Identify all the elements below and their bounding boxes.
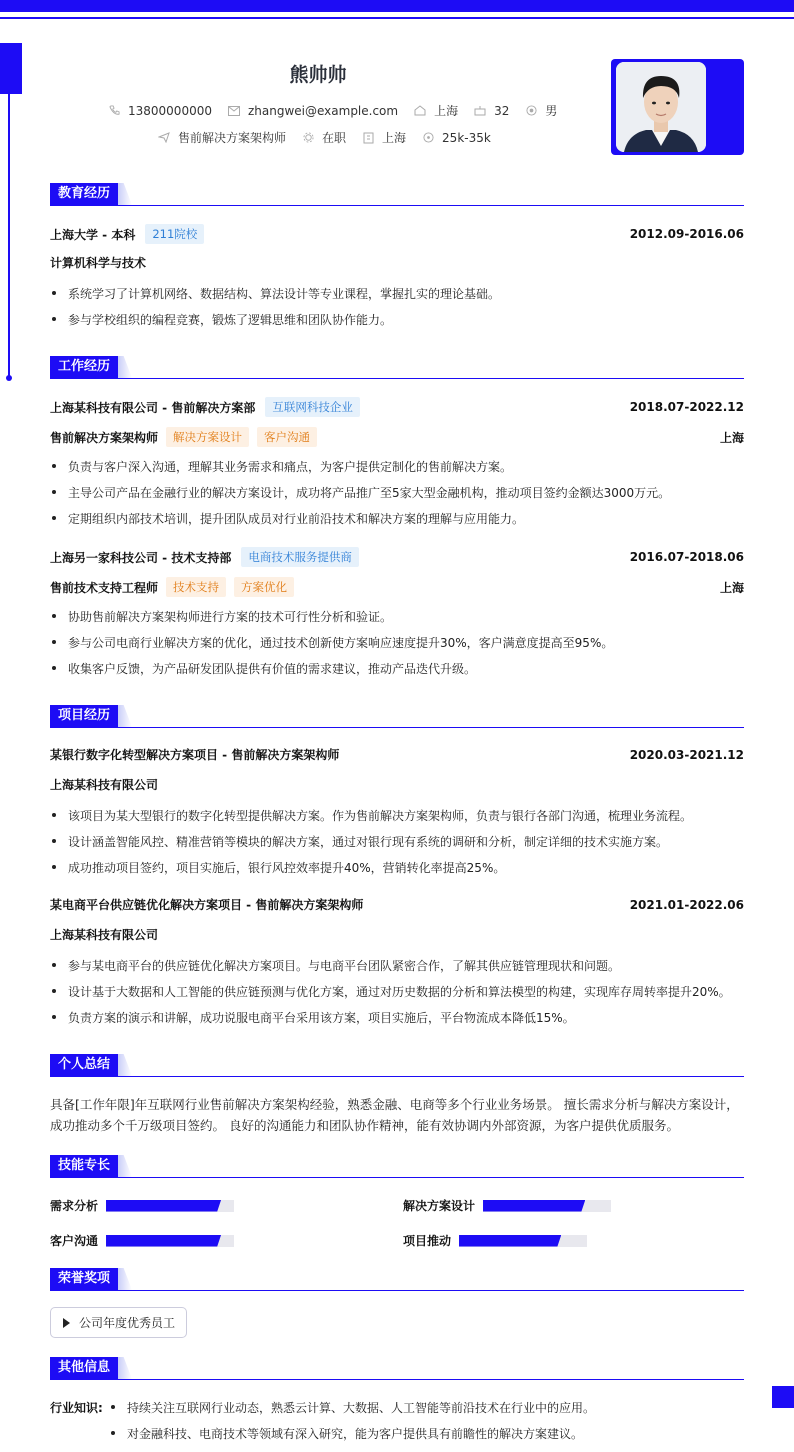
bullet-text: 设计基于大数据和人工智能的供应链预测与优化方案，通过对历史数据的分析和算法模型的构建，实现库存周转率提升20%。 — [68, 985, 731, 999]
work-role-row — [50, 427, 744, 447]
gender-text: 男 — [545, 104, 558, 118]
age-text: 32 — [494, 103, 510, 118]
project-date: 2020.03-2021.12 — [629, 747, 744, 762]
list-item — [109, 1399, 739, 1416]
project-header-row — [50, 746, 744, 763]
skill-bar-fill — [106, 1235, 221, 1247]
company-tag: 电商技术服务提供商 — [241, 547, 359, 567]
work-role-row — [50, 577, 744, 597]
work-header-row — [50, 397, 744, 417]
section-rule — [50, 205, 744, 206]
major: 计算机科学与技术 — [50, 256, 147, 270]
left-accent-line — [8, 94, 10, 378]
bullet-dot — [50, 957, 68, 974]
top-accent-line — [0, 17, 794, 19]
skill-tag: 解决方案设计 — [166, 427, 249, 447]
cake-icon — [474, 105, 486, 117]
project-company-row — [50, 776, 744, 793]
skill-item — [403, 1197, 611, 1214]
bullet-text: 负责与客户深入沟通，理解其业务需求和痛点，为客户提供定制化的售前解决方案。 — [68, 460, 513, 474]
list-item — [50, 458, 744, 475]
section-tail — [118, 1155, 132, 1177]
bullet-text: 负责方案的演示和讲解，成功说服电商平台采用该方案，项目实施后，平台物流成本降低15%。 — [68, 1011, 575, 1025]
summary-text: 具备[工作年限]年互联网行业售前解决方案架构经验，熟悉金融、电商等多个行业业务场景。 擅长需求分析与解决方案设计，成功推动多个千万级项目签约。 良好的沟通能力和团队协作精神，能有效协调内外部资源，为客户提供优质服务。 — [50, 1097, 739, 1133]
section-title-summary — [50, 1054, 132, 1076]
bullet-dot — [50, 458, 68, 475]
email-text: zhangwei@example.com — [247, 103, 399, 118]
bullet-text: 设计涵盖智能风控、精准营销等模块的解决方案，通过对银行现有系统的调研和分析，制定详细的技术实施方案。 — [68, 835, 669, 849]
bullet-text: 定期组织内部技术培训，提升团队成员对行业前沿技术和解决方案的理解与应用能力。 — [68, 512, 525, 526]
skill-item — [403, 1232, 587, 1249]
skill-tag: 技术支持 — [166, 577, 226, 597]
target-city-text: 上海 — [382, 131, 407, 145]
bullet-dot — [50, 484, 68, 501]
skill-bar — [459, 1235, 587, 1247]
section-title-education — [50, 183, 132, 205]
bullet-text: 持续关注互联网行业动态，熟悉云计算、大数据、人工智能等前沿技术在行业中的应用。 — [127, 1401, 596, 1415]
bullet-dot — [50, 510, 68, 527]
skill-tag: 方案优化 — [234, 577, 294, 597]
list-item — [50, 510, 744, 527]
education-date: 2012.09-2016.06 — [629, 227, 744, 241]
email-item — [228, 104, 398, 118]
section-tail — [118, 183, 132, 205]
bullet-dot — [109, 1399, 127, 1416]
gender-item — [525, 102, 557, 119]
list-item — [50, 608, 744, 625]
city-text: 上海 — [434, 104, 459, 118]
section-rule — [50, 1379, 744, 1380]
bullet-dot — [109, 1425, 127, 1442]
major-row — [50, 254, 744, 271]
section-rule — [50, 1177, 744, 1178]
section-rule — [50, 1076, 744, 1077]
list-item — [50, 833, 744, 850]
bullet-dot — [50, 285, 68, 302]
gender-icon — [525, 105, 537, 117]
school-name: 上海大学 - 本科 — [50, 227, 136, 242]
bullet-text: 参与公司电商行业解决方案的优化，通过技术创新使方案响应速度提升30%，客户满意度提高至95%。 — [68, 636, 614, 650]
left-accent-dot — [6, 375, 12, 381]
project-name: 某电商平台供应链优化解决方案项目 - 售前解决方案架构师 — [50, 898, 364, 912]
section-title-other — [50, 1357, 132, 1379]
play-triangle-icon — [63, 1318, 70, 1328]
skill-bar-fill — [106, 1200, 221, 1212]
salary-item — [422, 131, 491, 145]
target-role-item — [158, 129, 286, 146]
salary-text: 25k-35k — [442, 130, 491, 145]
skill-name: 客户沟通 — [50, 1234, 99, 1248]
bullet-dot — [50, 634, 68, 651]
phone-item — [108, 104, 212, 118]
section-title-projects — [50, 705, 132, 727]
job-intent-row — [158, 129, 507, 146]
company-name: 上海另一家科技公司 - 技术支持部 — [50, 550, 232, 565]
skill-name: 解决方案设计 — [403, 1199, 476, 1213]
section-title-work — [50, 356, 132, 378]
education-header-row — [50, 224, 744, 244]
photo-frame — [611, 59, 744, 155]
list-item — [50, 983, 744, 1000]
left-accent-block — [0, 43, 22, 94]
status-item — [302, 129, 346, 146]
candidate-name: 熊帅帅 — [289, 64, 347, 86]
skill-item — [50, 1232, 234, 1249]
work-header-row — [50, 547, 744, 567]
profile-photo — [616, 62, 706, 152]
skill-name: 项目推动 — [403, 1234, 452, 1248]
skill-tag: 客户沟通 — [257, 427, 317, 447]
bullet-dot — [50, 311, 68, 328]
section-tail — [118, 1054, 132, 1076]
bullet-dot — [50, 1009, 68, 1026]
list-item — [50, 311, 744, 328]
company-name: 上海某科技有限公司 - 售前解决方案部 — [50, 400, 256, 415]
section-rule — [50, 1290, 744, 1291]
skill-bar — [106, 1235, 234, 1247]
bullet-text: 协助售前解决方案架构师进行方案的技术可行性分析和验证。 — [68, 610, 393, 624]
section-tail — [118, 705, 132, 727]
section-tail — [118, 356, 132, 378]
bullet-dot — [50, 807, 68, 824]
skill-name: 需求分析 — [50, 1199, 99, 1213]
list-item — [50, 807, 744, 824]
bullet-text: 对金融科技、电商技术等领域有深入研究，能为客户提供具有前瞻性的解决方案建议。 — [127, 1427, 584, 1441]
section-label: 技能专长 — [50, 1155, 118, 1177]
section-label: 个人总结 — [50, 1054, 118, 1076]
section-label: 荣誉奖项 — [50, 1268, 118, 1290]
skill-bar-fill — [459, 1235, 561, 1247]
skill-bar — [483, 1200, 611, 1212]
work-date: 2018.07-2022.12 — [629, 400, 744, 414]
award-text: 公司年度优秀员工 — [79, 1316, 176, 1330]
project-header-row — [50, 896, 744, 913]
bullet-dot — [50, 660, 68, 677]
bullet-text: 成功推动项目签约，项目实施后，银行风控效率提升40%，营销转化率提高25%。 — [68, 861, 506, 875]
role-title: 售前解决方案架构师 — [50, 430, 159, 445]
project-date: 2021.01-2022.06 — [629, 897, 744, 912]
target-role-text: 售前解决方案架构师 — [178, 131, 287, 145]
age-item — [474, 104, 509, 118]
bullet-dot — [50, 983, 68, 1000]
list-item — [50, 285, 744, 302]
top-accent-bar — [0, 0, 794, 12]
section-label: 工作经历 — [50, 356, 118, 378]
section-rule — [50, 727, 744, 728]
list-item — [50, 1009, 744, 1026]
section-rule — [50, 378, 744, 379]
award-item[interactable] — [50, 1307, 187, 1338]
phone-text: 13800000000 — [128, 103, 212, 118]
project-company: 上海某科技有限公司 — [50, 928, 159, 942]
building-icon — [362, 132, 374, 144]
section-label: 其他信息 — [50, 1357, 118, 1379]
list-item — [50, 634, 744, 651]
work-city: 上海 — [719, 430, 744, 445]
list-item — [50, 660, 744, 677]
list-item — [109, 1425, 739, 1442]
section-label: 教育经历 — [50, 183, 118, 205]
company-tag: 互联网科技企业 — [265, 397, 360, 417]
gear-icon — [302, 132, 314, 144]
project-company: 上海某科技有限公司 — [50, 778, 159, 792]
work-date: 2016.07-2018.06 — [629, 550, 744, 564]
right-accent-block — [772, 1386, 794, 1408]
bullet-text: 该项目为某大型银行的数字化转型提供解决方案。作为售前解决方案架构师，负责与银行各部门沟通，梳理业务流程。 — [68, 809, 693, 823]
section-title-awards — [50, 1268, 132, 1290]
bullet-dot — [50, 859, 68, 876]
role-title: 售前技术支持工程师 — [50, 580, 159, 595]
work-city: 上海 — [719, 580, 744, 595]
bullet-text: 主导公司产品在金融行业的解决方案设计，成功将产品推广至5家大型金融机构，推动项目签约金额达3000万元。 — [68, 486, 671, 500]
bullet-dot — [50, 833, 68, 850]
skill-item — [50, 1197, 234, 1214]
section-title-skills — [50, 1155, 132, 1177]
bullet-text: 收集客户反馈，为产品研发团队提供有价值的需求建议，推动产品迭代升级。 — [68, 662, 477, 676]
project-name: 某银行数字化转型解决方案项目 - 售前解决方案架构师 — [50, 748, 340, 762]
other-label: 行业知识: — [50, 1401, 103, 1415]
bullet-text: 参与学校组织的编程竞赛，锻炼了逻辑思维和团队协作能力。 — [68, 313, 393, 327]
bullet-text: 系统学习了计算机网络、数据结构、算法设计等专业课程，掌握扎实的理论基础。 — [68, 287, 501, 301]
school-tag: 211院校 — [145, 224, 204, 244]
skill-bar — [106, 1200, 234, 1212]
contact-row — [108, 102, 573, 119]
city-item — [414, 102, 458, 119]
section-tail — [118, 1268, 132, 1290]
list-item — [50, 484, 744, 501]
money-icon — [422, 132, 434, 144]
bullet-text: 参与某电商平台的供应链优化解决方案项目。与电商平台团队紧密合作，了解其供应链管理现状和问题。 — [68, 959, 621, 973]
home-icon — [414, 105, 426, 117]
send-icon — [158, 132, 170, 144]
list-item — [50, 957, 744, 974]
project-company-row — [50, 926, 744, 943]
bullet-dot — [50, 608, 68, 625]
list-item — [50, 859, 744, 876]
phone-icon — [108, 105, 120, 117]
email-icon — [228, 105, 240, 117]
target-city-item — [362, 129, 406, 146]
skill-bar-fill — [483, 1200, 585, 1212]
section-tail — [118, 1357, 132, 1379]
section-label: 项目经历 — [50, 705, 118, 727]
status-text: 在职 — [322, 131, 347, 145]
